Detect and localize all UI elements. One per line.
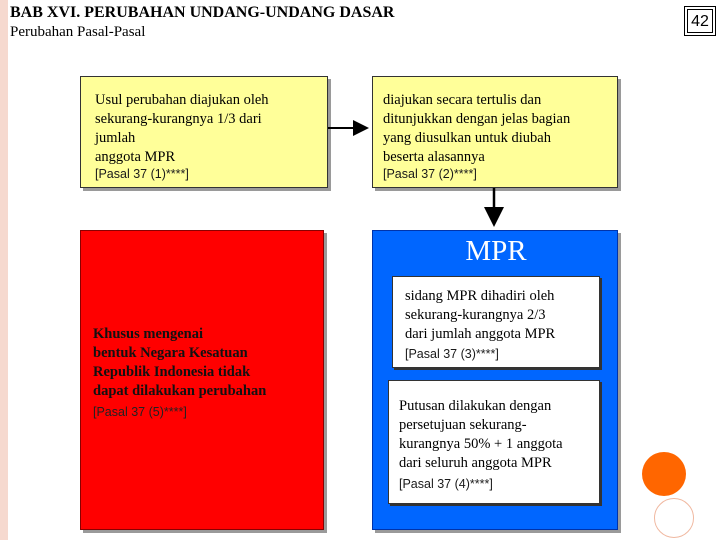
- putusan-line: persetujuan sekurang-: [399, 417, 527, 433]
- sidang-pasal-ref: [Pasal 37 (3)****]: [405, 347, 499, 361]
- usul-line: Usul perubahan diajukan oleh: [95, 92, 269, 108]
- khusus-line: Khusus mengenai: [93, 326, 203, 342]
- orange-circle-decoration: [642, 452, 686, 496]
- page-title: BAB XVI. PERUBAHAN UNDANG-UNDANG DASAR: [10, 4, 395, 21]
- tertulis-pasal-ref: [Pasal 37 (2)****]: [383, 167, 477, 181]
- putusan-line: Putusan dilakukan dengan: [399, 398, 552, 414]
- sidang-line: sekurang-kurangnya 2/3: [405, 307, 546, 323]
- khusus-line: Republik Indonesia tidak: [93, 364, 251, 380]
- khusus-pasal-ref: [Pasal 37 (5)****]: [93, 405, 187, 419]
- putusan-line: kurangnya 50% + 1 anggota: [399, 436, 563, 452]
- khusus-line: dapat dilakukan perubahan: [93, 383, 267, 399]
- usul-line: sekurang-kurangnya 1/3 dari: [95, 111, 262, 127]
- tertulis-line: diajukan secara tertulis dan: [383, 92, 542, 108]
- putusan-line: dari seluruh anggota MPR: [399, 455, 552, 471]
- tertulis-line: yang diusulkan untuk diubah: [383, 130, 551, 146]
- orange-ring-decoration: [654, 498, 694, 538]
- usul-pasal-ref: [Pasal 37 (1)****]: [95, 167, 189, 181]
- sidang-line: dari jumlah anggota MPR: [405, 326, 556, 342]
- mpr-label: MPR: [465, 235, 527, 267]
- tertulis-line: beserta alasannya: [383, 149, 485, 165]
- sidang-line: sidang MPR dihadiri oleh: [405, 288, 555, 304]
- khusus-line: bentuk Negara Kesatuan: [93, 345, 248, 361]
- tertulis-line: ditunjukkan dengan jelas bagian: [383, 111, 571, 127]
- usul-line: anggota MPR: [95, 149, 176, 165]
- page-subtitle: Perubahan Pasal-Pasal: [10, 24, 146, 40]
- putusan-pasal-ref: [Pasal 37 (4)****]: [399, 477, 493, 491]
- usul-line: jumlah: [95, 130, 136, 146]
- page-number: 42: [691, 12, 709, 30]
